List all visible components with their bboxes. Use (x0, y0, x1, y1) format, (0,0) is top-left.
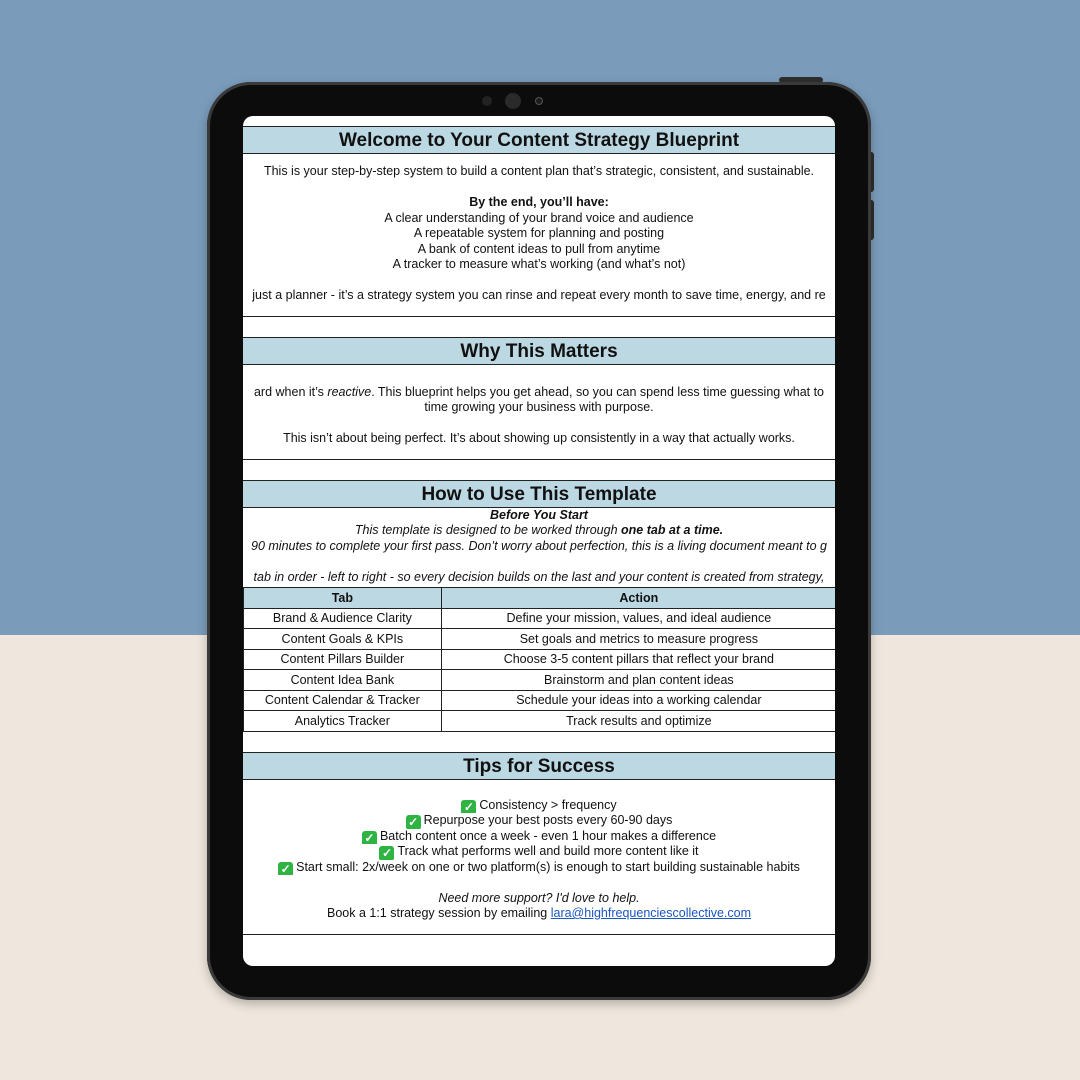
action-cell: Brainstorm and plan content ideas (441, 670, 835, 691)
tab-cell: Content Pillars Builder (244, 649, 442, 670)
action-cell: Track results and optimize (441, 711, 835, 732)
table-header-tab: Tab (244, 588, 442, 609)
before-you-start: Before You Start (490, 507, 588, 522)
tip-item: ✓ Start small: 2x/week on one or two platform(s) is enough to start building sustainable habits (243, 860, 835, 876)
designed-line: This template is designed to be worked through one tab at a time. (354, 523, 724, 537)
welcome-item: A clear understanding of your brand voice and audience (384, 210, 694, 225)
tip-item: ✓ Track what performs well and build more content like it (243, 844, 835, 860)
table-row (244, 629, 836, 650)
table-row (244, 711, 836, 732)
tips-header: Tips for Success (243, 752, 835, 780)
welcome-closing: just a planner - it’s a strategy system you can rinse and repeat every month to save time, energy, and re (252, 288, 826, 302)
tab-action-table (243, 587, 835, 732)
check-mark-icon: ✓ (362, 831, 377, 845)
why-line-1: ard when it’s reactive. This blueprint helps you get ahead, so you can spend less time guessing what to (253, 384, 825, 399)
camera-lens-icon (505, 93, 521, 109)
welcome-item: A repeatable system for planning and posting (413, 226, 665, 240)
why-line-3: This isn’t about being perfect. It’s about showing up consistently in a way that actually works. (283, 431, 795, 445)
table-header-row (244, 588, 836, 609)
tip-item: ✓ Batch content once a week - even 1 hour makes a difference (243, 829, 835, 845)
table-row (244, 690, 836, 711)
document (243, 126, 835, 935)
action-cell: Set goals and metrics to measure progress (441, 629, 835, 650)
table-header-action: Action (441, 588, 835, 609)
tab-cell: Content Goals & KPIs (244, 629, 442, 650)
row-divider (243, 447, 835, 460)
tab-cell: Content Calendar & Tracker (244, 690, 442, 711)
check-mark-icon: ✓ (461, 800, 476, 814)
why-line-2: time growing your business with purpose. (424, 400, 654, 414)
tab-cell: Brand & Audience Clarity (244, 608, 442, 629)
tab-cell: Content Idea Bank (244, 670, 442, 691)
check-mark-icon: ✓ (406, 815, 421, 829)
tip-item: ✓ Repurpose your best posts every 60-90 days (243, 813, 835, 829)
welcome-item: A bank of content ideas to pull from anytime (417, 241, 661, 256)
camera-dot-icon (482, 96, 492, 106)
how-header: How to Use This Template (243, 480, 835, 508)
minutes-line: 90 minutes to complete your first pass. Don’t worry about perfection, this is a living document meant to g (251, 538, 827, 553)
welcome-item: A tracker to measure what’s working (and what’s not) (392, 257, 686, 271)
email-link[interactable]: lara@highfrequenciescollective.com (550, 906, 752, 920)
check-mark-icon: ✓ (278, 862, 293, 876)
welcome-intro: This is your step-by-step system to build a content plan that’s strategic, consistent, and sustainable. (263, 164, 815, 178)
sensor-dot-icon (535, 97, 543, 105)
table-row (244, 649, 836, 670)
welcome-header: Welcome to Your Content Strategy Blueprint (243, 126, 835, 154)
check-mark-icon: ✓ (379, 846, 394, 860)
order-line: tab in order - left to right - so every decision builds on the last and your content is created from strategy, (253, 569, 825, 584)
action-cell: Define your mission, values, and ideal audience (441, 608, 835, 629)
row-divider (243, 304, 835, 317)
table-row (244, 608, 836, 629)
action-cell: Schedule your ideas into a working calendar (441, 690, 835, 711)
tab-cell: Analytics Tracker (244, 711, 442, 732)
tablet-screen (243, 116, 835, 966)
tip-item: ✓ Consistency > frequency (243, 798, 835, 814)
by-end-heading: By the end, you’ll have: (469, 195, 609, 209)
support-line: Need more support? I'd love to help. (438, 890, 640, 905)
book-line: Book a 1:1 strategy session by emailing lara@highfrequenciescollective.com (326, 906, 752, 920)
why-header: Why This Matters (243, 337, 835, 365)
action-cell: Choose 3-5 content pillars that reflect your brand (441, 649, 835, 670)
table-row (244, 670, 836, 691)
row-divider (243, 922, 835, 935)
